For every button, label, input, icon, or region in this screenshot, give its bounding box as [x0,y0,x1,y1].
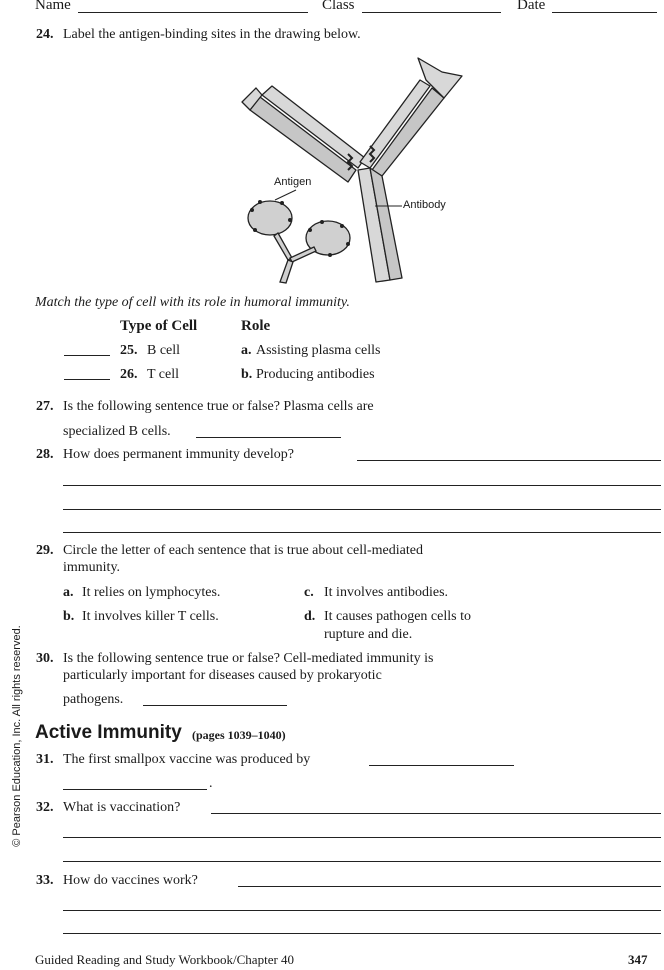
q28-text: How does permanent immunity develop? [63,447,294,462]
q24-text: Label the antigen-binding sites in the drawing below. [63,27,361,42]
answer-line-28c[interactable] [63,509,661,510]
q30-number: 30. [36,651,54,666]
antigen-label: Antigen [274,176,312,188]
section-pages: (pages 1039–1040) [192,728,286,742]
q31-text: The first smallpox vaccine was produced by [63,752,311,767]
answer-line-28b[interactable] [63,485,661,486]
antigen-stalk-left [274,233,292,260]
answer-line-31a[interactable] [369,765,514,766]
q29-option-d-text-2: rupture and die. [324,627,413,642]
role-a-text: Assisting plasma cells [256,343,381,358]
q32-number: 32. [36,800,54,815]
match-instructions: Match the type of cell with its role in humoral immunity. [35,295,350,310]
match-col-type: Type of Cell [120,318,198,334]
antigen-base [280,260,293,283]
q27-number: 27. [36,399,54,414]
q29-option-b-text: It involves killer T cells. [82,609,219,624]
copyright-sidebar: © Pearson Education, Inc. All rights reserved. [11,625,23,847]
q25-number: 25. [120,343,138,358]
q30-line3: pathogens. [63,692,124,707]
role-b-letter: b. [241,367,253,382]
answer-line-32b[interactable] [63,837,661,838]
answer-line-33c[interactable] [63,933,661,934]
date-label: Date [517,0,546,13]
class-label: Class [322,0,355,13]
q29-number: 29. [36,543,54,558]
q30-line1: Is the following sentence true or false? Cell-mediated immunity is [63,651,434,666]
answer-line-32a[interactable] [211,813,661,814]
q29-line2: immunity. [63,560,121,575]
date-field[interactable] [552,12,657,13]
answer-line-27[interactable] [196,437,341,438]
name-label: Name [35,0,71,13]
name-field[interactable] [78,12,308,13]
q29-option-b-letter[interactable]: b. [63,609,75,624]
q26-cell: T cell [147,367,180,382]
role-b-text: Producing antibodies [256,367,375,382]
answer-line-32c[interactable] [63,861,661,862]
q31-number: 31. [36,752,54,767]
q31-period: . [209,776,213,791]
q29-option-a-letter[interactable]: a. [63,585,74,600]
q33-text: How do vaccines work? [63,873,198,888]
q29-option-c-letter[interactable]: c. [304,585,314,600]
q29-option-d-text-1: It causes pathogen cells to [324,609,471,624]
antibody-diagram [230,50,490,290]
class-field[interactable] [362,12,501,13]
q29-option-d-letter[interactable]: d. [304,609,316,624]
q29-option-a-text: It relies on lymphocytes. [82,585,221,600]
section-title: Active Immunity [35,722,182,743]
q30-line2: particularly important for diseases caused by prokaryotic [63,668,382,683]
answer-line-30[interactable] [143,705,287,706]
answer-line-28a[interactable] [357,460,661,461]
answer-line-26[interactable] [64,379,110,380]
answer-line-33a[interactable] [238,886,661,887]
q29-option-c-text: It involves antibodies. [324,585,449,600]
answer-line-28d[interactable] [63,532,661,533]
footer-workbook: Guided Reading and Study Workbook/Chapter 40 [35,952,295,967]
q33-number: 33. [36,873,54,888]
q29-line1: Circle the letter of each sentence that is true about cell-mediated [63,543,423,558]
q25-cell: B cell [147,343,181,358]
antigen-leader [275,190,296,200]
role-a-letter: a. [241,343,252,358]
q24-number: 24. [36,27,54,42]
q27-line1: Is the following sentence true or false? Plasma cells are [63,399,374,414]
antibody-label: Antibody [403,199,446,211]
footer-page-number: 347 [628,952,648,967]
q26-number: 26. [120,367,138,382]
q32-text: What is vaccination? [63,800,181,815]
answer-line-25[interactable] [64,355,110,356]
answer-line-33b[interactable] [63,910,661,911]
match-col-role: Role [241,318,271,334]
antigen-stalk-right [290,247,316,262]
q28-number: 28. [36,447,54,462]
q27-line2: specialized B cells. [63,424,171,439]
answer-line-31b[interactable] [63,789,207,790]
